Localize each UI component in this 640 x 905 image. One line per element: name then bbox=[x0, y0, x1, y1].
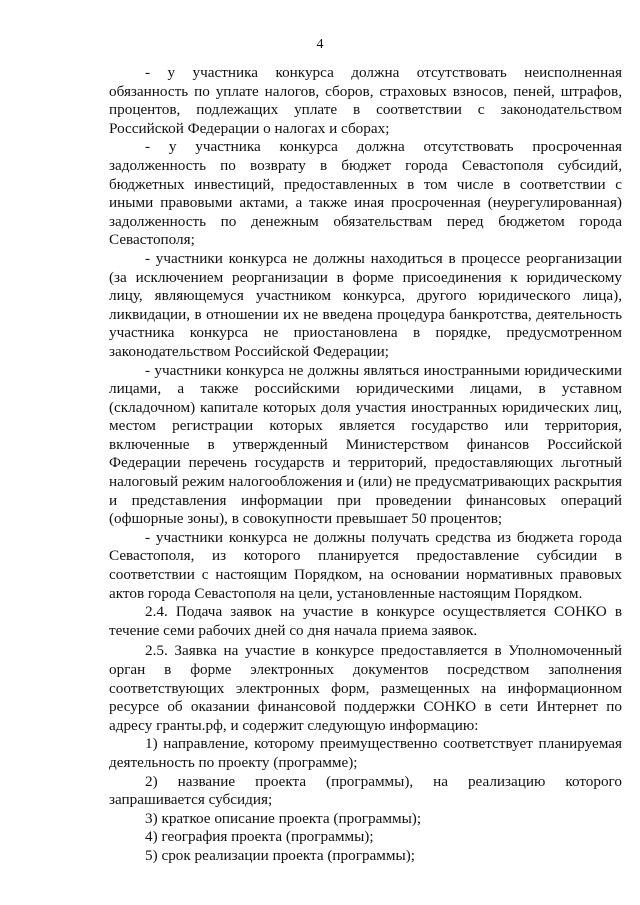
list-item-4: 4) география проекта (программы); bbox=[145, 828, 374, 846]
document-body bbox=[109, 64, 622, 866]
paragraph-tax-obligations: - у участника конкурса должна отсутствовать неисполненная обязанность по уплате налогов, сборов, страховых взносов, пеней, штрафов, процентов, подлежащих уплате в соответствии с законодательством Российской Федерации о налогах и сборах; bbox=[109, 64, 622, 137]
page-number: 4 bbox=[316, 37, 324, 52]
list-item-5: 5) срок реализации проекта (программы); bbox=[145, 846, 415, 864]
paragraph-foreign-entities: - участники конкурса не должны являться иностранными юридическими лицами, а также российскими юридическими лицами, в уставном (складочном) капитале которых доля участия иностранных юридических лиц, местом регистрации которых является государство или территория, включенные в утвержденный Министерством финансов Российской Федерации перечень государств и территорий, предоставляющих льготный налоговый режим налогообложения и (или) не предусматривающих раскрытия и представления информации при проведении финансовых операций (офшорные зоны), в совокупности превышает 50 процентов; bbox=[109, 361, 622, 528]
list-item-2: 2) название проекта (программы), на реализацию которого запрашивается субсидия; bbox=[109, 772, 622, 809]
paragraph-2-4: 2.4. Подача заявок на участие в конкурсе осуществляется СОНКО в течение семи рабочих дней со дня начала приема заявок. bbox=[109, 603, 622, 639]
list-item-3: 3) краткое описание проекта (программы); bbox=[145, 809, 422, 827]
list-item-1: 1) направление, которому преимущественно соответствует планируемая деятельность по проекту (программе); bbox=[109, 735, 622, 771]
paragraph-budget-debt: - у участника конкурса должна отсутствовать просроченная задолженность по возврату в бюджет города Севастополя субсидий, бюджетных инвестиций, предоставленных в том числе в соответствии с иными правовыми актами, а также иная просроченная (неурегулированная) задолженность по денежным обязательствам перед бюджетом города Севастополя; bbox=[109, 138, 622, 249]
paragraph-other-funding: - участники конкурса не должны получать средства из бюджета города Севастополя, из которого планируется предоставление субсидии в соответствии с настоящим Порядком, на основании нормативных правовых актов города Севастополя на цели, установленные настоящим Порядком. bbox=[109, 528, 622, 602]
paragraph-reorganization: - участники конкурса не должны находиться в процессе реорганизации (за исключением реорганизации в форме присоединения к юридическому лицу, являющемуся участником конкурса, другого юридического лица), ликвидации, в отношении их не введена процедура банкротства, деятельность участника конкурса не приостановлена в порядке, предусмотренном законодательством Российской Федерации; bbox=[109, 249, 622, 360]
paragraph-2-5: 2.5. Заявка на участие в конкурсе предоставляется в Уполномоченный орган в форме электронных документов посредством заполнения соответствующих электронных форм, размещенных на информационном ресурсе об оказании финансовой поддержки СОНКО в сети Интернет по адресу гранты.рф, и содержит следующую информацию: bbox=[109, 642, 622, 734]
